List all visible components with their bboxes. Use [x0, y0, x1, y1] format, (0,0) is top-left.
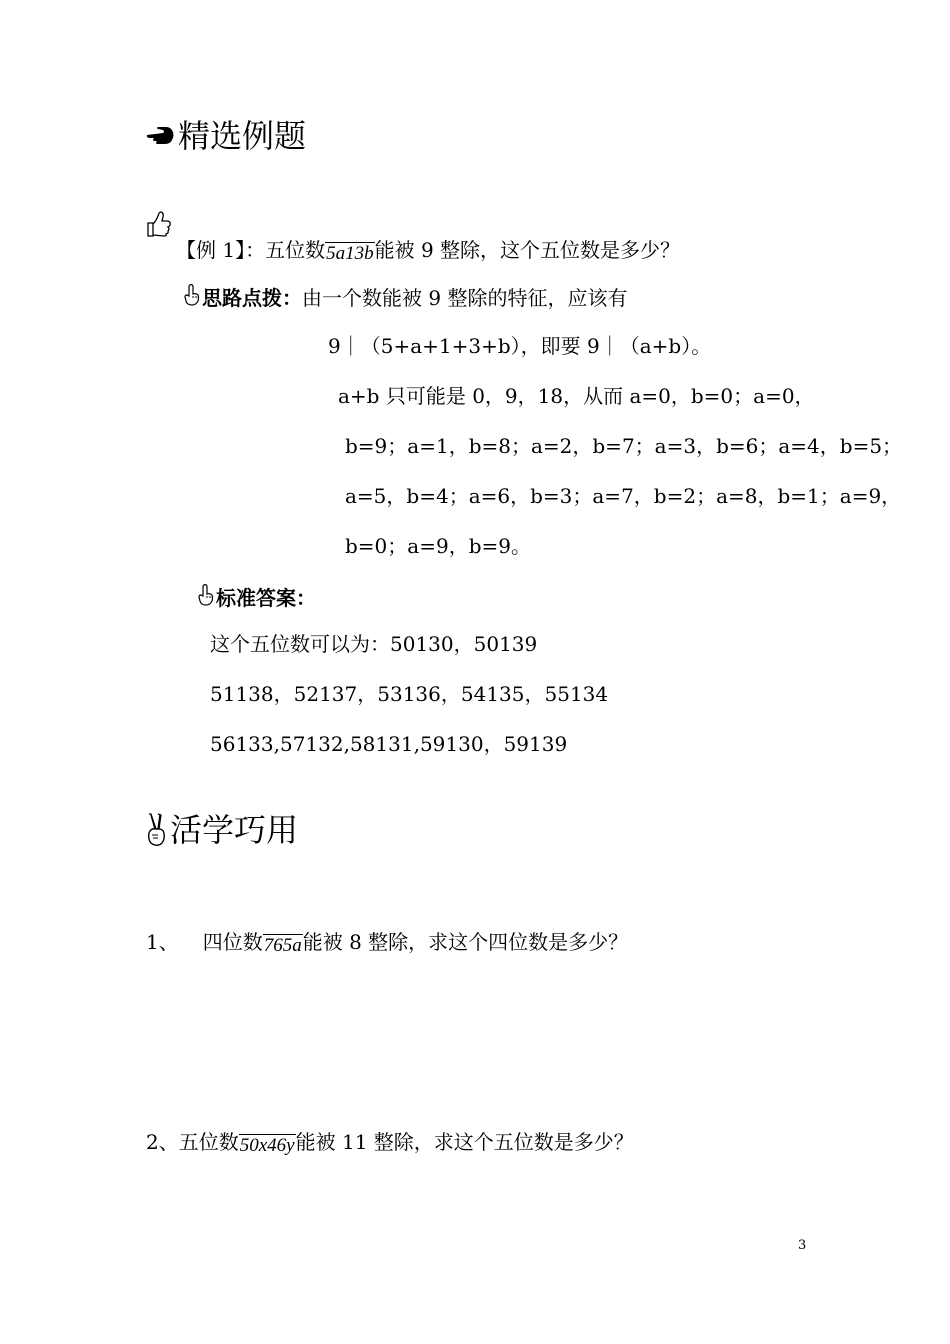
- exercise-prefix: 五位数: [178, 1130, 239, 1154]
- hint-text: 由一个数能被 9 整除的特征，应该有: [302, 286, 628, 310]
- pointing-hand-icon: [146, 126, 176, 146]
- exercise-number: 2、: [146, 1130, 179, 1154]
- exercise-2: [146, 1128, 634, 1157]
- answer-line-3: 56133,57132,58131,59130，59139: [210, 732, 568, 756]
- index-finger-icon: [198, 584, 214, 606]
- index-finger-icon: [184, 284, 200, 306]
- hint-header: [184, 284, 627, 312]
- section-heading-practice: [146, 810, 298, 850]
- overlined-number: 765a: [263, 935, 302, 956]
- hint-line-5: b=0；a=9，b=9。: [345, 534, 531, 558]
- hint-line-1: 9｜（5+a+1+3+b），即要 9｜（a+b）。: [328, 334, 712, 358]
- exercise-suffix: 能被 8 整除，求这个四位数是多少？: [302, 930, 629, 954]
- victory-hand-icon: [146, 813, 168, 847]
- example-label: 【例 1】: [176, 238, 246, 262]
- answer-header: [198, 584, 316, 612]
- exercise-number: 1、: [146, 930, 179, 954]
- answer-line-1: 这个五位数可以为：50130，50139: [210, 632, 538, 656]
- answer-line-2: 51138，52137，53136，54135，55134: [210, 682, 609, 706]
- overlined-number: 5a13b: [326, 243, 374, 264]
- page-number: 3: [798, 1238, 807, 1253]
- section-title: 活学巧用: [170, 811, 299, 849]
- exercise-prefix: 四位数: [202, 930, 263, 954]
- hint-line-4: a=5，b=4；a=6，b=3；a=7，b=2；a=8，b=1；a=9，: [345, 484, 902, 508]
- colon: ：: [245, 238, 266, 262]
- question-suffix: 能被 9 整除，这个五位数是多少？: [374, 238, 681, 262]
- hint-line-2: a+b 只可能是 0，9，18，从而 a=0，b=0；a=0，: [338, 384, 815, 408]
- question-prefix: 五位数: [265, 238, 326, 262]
- exercise-suffix: 能被 11 整除，求这个五位数是多少？: [295, 1130, 634, 1154]
- hint-line-3: b=9；a=1，b=8；a=2，b=7；a=3，b=6；a=4，b=5；: [345, 434, 903, 458]
- section-heading-examples: [146, 116, 306, 156]
- hint-label: 思路点拨：: [202, 286, 302, 310]
- exercise-1: [146, 928, 628, 957]
- thumbs-up-icon: [146, 210, 172, 238]
- example-1-question: [176, 236, 680, 265]
- overlined-number: 50x46y: [239, 1135, 295, 1156]
- answer-label: 标准答案：: [216, 586, 316, 610]
- section-title: 精选例题: [178, 117, 307, 155]
